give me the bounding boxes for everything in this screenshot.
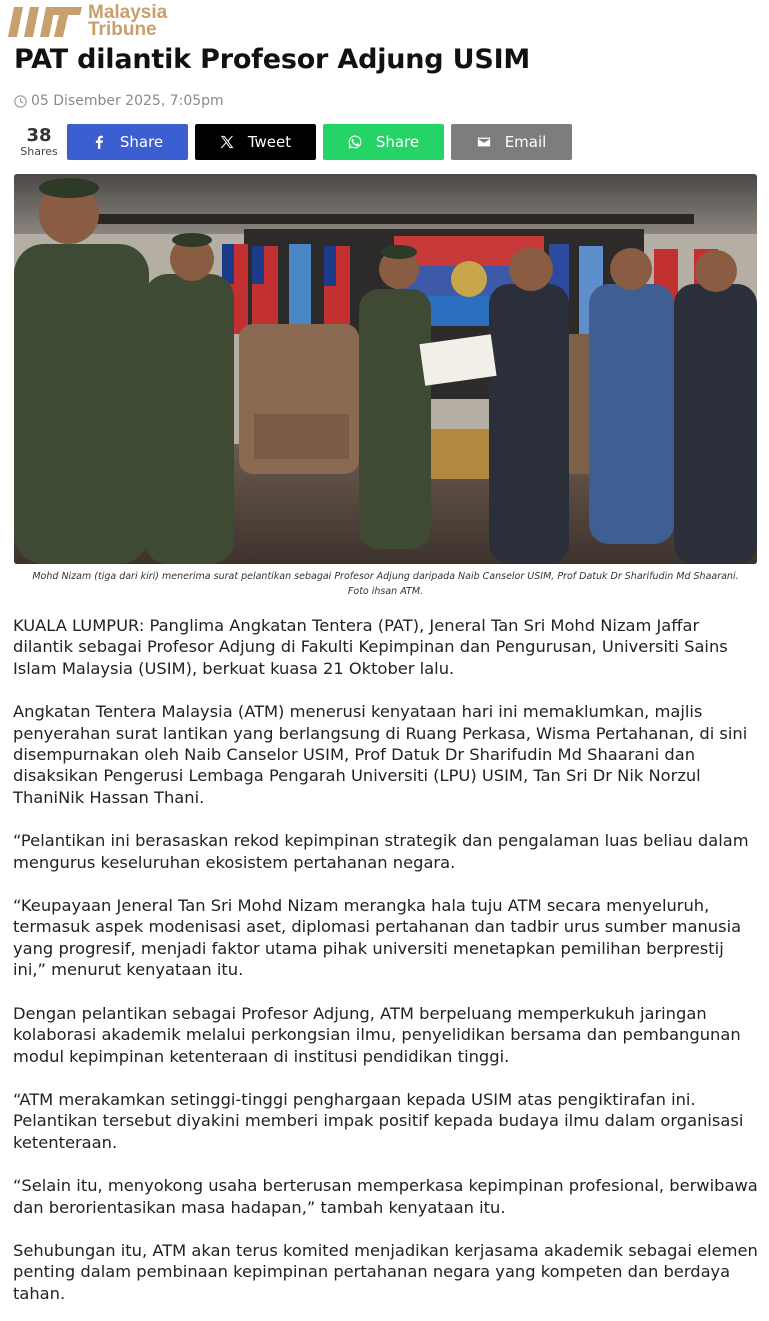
article-paragraph: Dengan pelantikan sebagai Profesor Adjung, ATM berpeluang memperkukuh jaringan kolaborasi akademik melalui perkongsian ilmu, penyelidikan bersama dan pembangunan modul kepimpinan ketenteraan di institusi pendidikan tinggi.	[13, 1003, 741, 1066]
article-dateline	[14, 93, 224, 109]
article-paragraph: KUALA LUMPUR: Panglima Angkatan Tentera (PAT), Jeneral Tan Sri Mohd Nizam Jaffar dilantik sebagai Profesor Adjung di Fakulti Kepimpinan dan Pengurusan, Universiti Sains Islam Malaysia (USIM), berkuat kuasa 21 Oktober lalu.	[13, 616, 728, 678]
article-paragraph: Angkatan Tentera Malaysia (ATM) menerusi kenyataan hari ini memaklumkan, majlis penyerahan surat lantikan yang berlangsung di Ruang Perkasa, Wisma Pertahanan, di sini disempurnakan oleh Naib Canselor USIM, Prof Datuk Dr Sharifudin Md Shaarani dan disaksikan Pengerusi Lembaga Pengarah Universiti (LPU) USIM, Tan Sri Dr Nik Norzul ThaniNik Hassan Thani.	[13, 702, 748, 807]
brand-name[interactable]	[88, 4, 167, 38]
facebook-icon	[92, 135, 106, 149]
article-paragraph: “Keupayaan Jeneral Tan Sri Mohd Nizam merangka hala tuju ATM secara menyeluruh, termasuk aspek modenisasi aset, diplomasi pertahanan dan tadbir urus sumber manusia yang progresif, menjadi faktor utama pihak universiti menetapkan pemilihan berprestij ini,” menurut kenyataan itu.	[13, 896, 742, 980]
photo-caption-line2: Foto ihsan ATM.	[347, 586, 424, 597]
article-title: PAT dilantik Profesor Adjung USIM	[14, 44, 531, 75]
article-paragraph: Sehubungan itu, ATM akan terus komited menjadikan kerjasama akademik sebagai elemen penting dalam pembinaan kepimpinan pertahanan negara yang kompeten dan berdaya tahan.	[13, 1240, 758, 1303]
email-share-label: Email	[504, 133, 547, 151]
malaysia-tribune-logo-icon[interactable]	[4, 3, 82, 39]
share-bar	[14, 124, 579, 160]
x-icon	[220, 135, 234, 149]
publish-date: 05 Disember 2025, 7:05pm	[31, 93, 224, 109]
whatsapp-share-label: Share	[375, 133, 420, 151]
article-paragraph: “Pelantikan ini berasaskan rekod kepimpinan strategik dan pengalaman luas beliau dalam mengurus keseluruhan ekosistem pertahanan negara.	[13, 831, 749, 872]
clock-icon	[14, 95, 27, 108]
share-count-label: Shares	[20, 144, 58, 158]
x-tweet-button[interactable]	[195, 124, 316, 160]
x-tweet-label: Tweet	[247, 133, 292, 151]
article-paragraph: “ATM merakamkan setinggi-tinggi penghargaan kepada USIM atas pengiktirafan ini. Pelantikan tersebut diyakini memberi impak positif kepada budaya ilmu dalam organisasi ketenteraan.	[13, 1089, 744, 1152]
email-share-button[interactable]	[451, 124, 572, 160]
brand-line1: Malaysia	[88, 2, 168, 23]
facebook-share-label: Share	[119, 133, 164, 151]
photo-caption-line1: Mohd Nizam (tiga dari kiri) menerima surat pelantikan sebagai Profesor Adjung daripada Naib Canselor USIM, Prof Datuk Dr Sharifudin Md Shaarani.	[32, 571, 739, 582]
article-body	[13, 615, 758, 1321]
brand-line2: Tribune	[88, 19, 157, 40]
article-photo[interactable]	[14, 174, 757, 564]
email-icon	[477, 135, 491, 149]
whatsapp-icon	[348, 135, 362, 149]
share-count-number: 38	[26, 124, 52, 146]
share-count	[14, 124, 64, 158]
whatsapp-share-button[interactable]	[323, 124, 444, 160]
photo-caption	[14, 569, 757, 599]
site-header	[4, 2, 167, 40]
article-paragraph: “Selain itu, menyokong usaha berterusan memperkasa kepimpinan profesional, berwibawa dan berorientasikan masa hadapan,” tambah kenyataan itu.	[13, 1176, 758, 1217]
ceremony-photo-illustration	[14, 174, 757, 564]
facebook-share-button[interactable]	[67, 124, 188, 160]
